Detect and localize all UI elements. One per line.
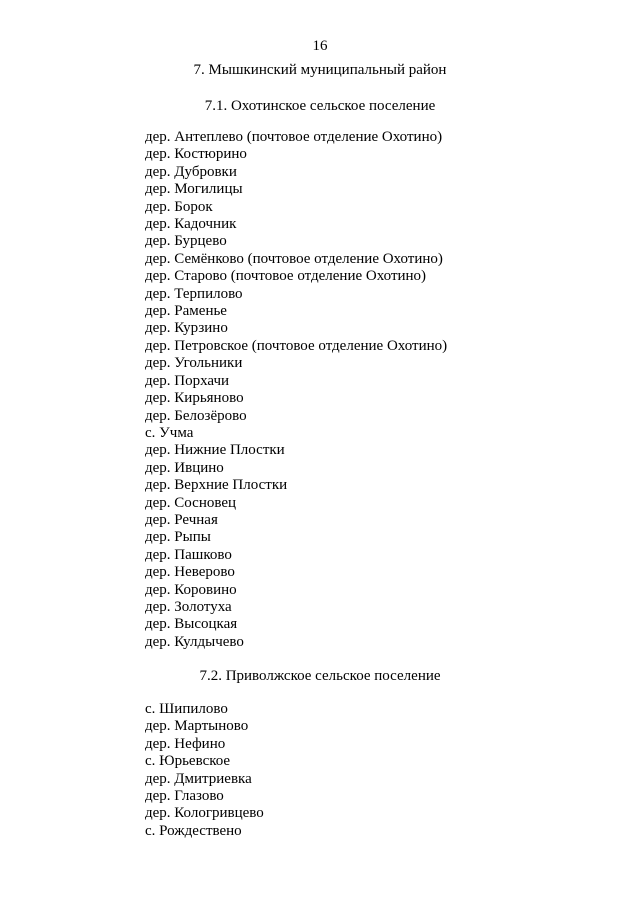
- list-item: дер. Антеплево (почтовое отделение Охотино): [145, 129, 443, 145]
- list-item: дер. Старово (почтовое отделение Охотино): [145, 268, 427, 285]
- list-item: дер. Кирьяново: [145, 390, 244, 407]
- list-item: дер. Могилицы: [145, 181, 243, 198]
- list-item: дер. Кологривцево: [145, 805, 264, 822]
- list-item: дер. Золотуха: [145, 598, 232, 615]
- list-item: дер. Дубровки: [145, 163, 237, 180]
- list-item: дер. Дмитриевка: [145, 770, 252, 787]
- list-item: дер. Сосновец: [145, 494, 237, 511]
- list-item: дер. Терпилово: [145, 285, 243, 302]
- list-item: дер. Кулдычево: [145, 633, 244, 650]
- list-item: дер. Неверово: [145, 564, 235, 581]
- list-item: с. Шипилово: [145, 701, 228, 717]
- list-item: дер. Курзино: [145, 320, 228, 337]
- section-title-privolzhskoe: 7.2. Приволжское сельское поселение: [199, 668, 441, 684]
- list-item: дер. Пашково: [145, 546, 232, 563]
- list-item: дер. Высоцкая: [145, 616, 238, 633]
- list-item: дер. Нижние Плостки: [145, 442, 285, 459]
- list-item: дер. Петровское (почтовое отделение Охотино): [145, 337, 448, 354]
- list-item: дер. Речная: [145, 511, 218, 528]
- list-item: с. Юрьевское: [145, 753, 231, 770]
- list-item: дер. Костюрино: [145, 146, 247, 163]
- list-item: дер. Раменье: [145, 303, 227, 320]
- section-title-okhotinskoe: 7.1. Охотинское сельское поселение: [204, 98, 436, 114]
- list-item: дер. Угольники: [145, 355, 243, 372]
- settlement-list-okhotinskoe: [145, 129, 447, 651]
- list-item: дер. Нефино: [145, 735, 226, 752]
- list-item: дер. Ивцино: [145, 459, 224, 476]
- list-item: дер. Семёнково (почтовое отделение Охотино): [145, 250, 443, 267]
- list-item: дер. Борок: [145, 198, 213, 215]
- list-item: дер. Бурцево: [145, 233, 227, 250]
- list-item: дер. Порхачи: [145, 372, 230, 389]
- list-item: с. Рождествено: [145, 822, 242, 839]
- list-item: дер. Рыпы: [145, 529, 211, 546]
- list-item: дер. Белозёрово: [145, 407, 247, 424]
- list-item: дер. Глазово: [145, 788, 224, 805]
- list-item: дер. Мартыново: [145, 718, 249, 735]
- list-item: дер. Кадочник: [145, 216, 237, 233]
- district-title: 7. Мышкинский муниципальный район: [193, 62, 447, 78]
- list-item: дер. Коровино: [145, 581, 237, 598]
- page-number: 16: [312, 38, 328, 54]
- list-item: с. Учма: [145, 424, 194, 441]
- settlement-list-privolzhskoe: [145, 701, 264, 840]
- list-item: дер. Верхние Плостки: [145, 477, 288, 494]
